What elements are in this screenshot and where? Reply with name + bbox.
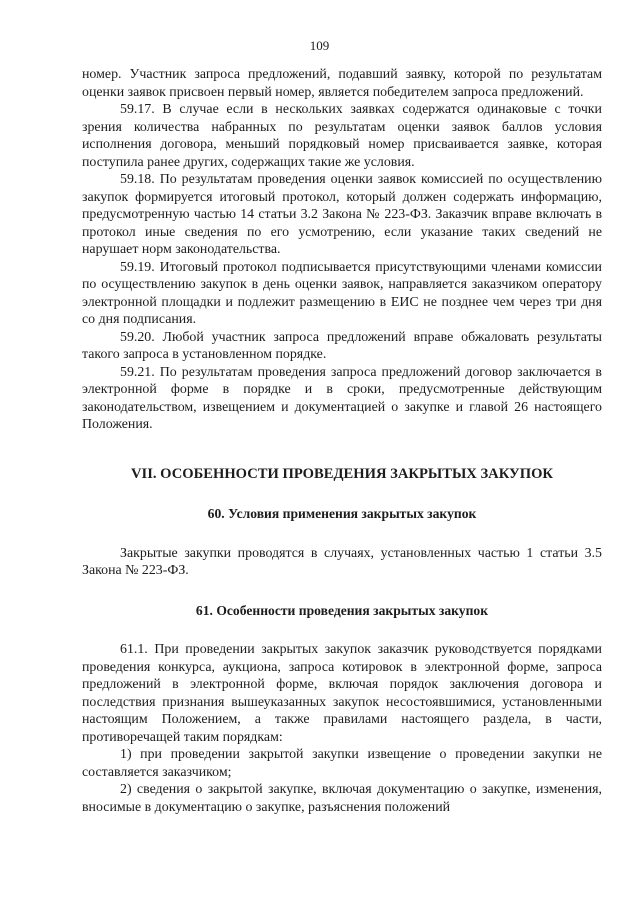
paragraph-59-17: 59.17. В случае если в нескольких заявках содержатся одинаковые с точки зрения количества набранных по результатам оценки заявок баллов условия исполнения договора, меньший порядковый номер присваивается заявке, которая поступила ранее других, содержащих такие же условия. [82,102,602,170]
page-number: 109 [309,38,330,53]
paragraph-61-1: 61.1. При проведении закрытых закупок заказчик руководствуется порядками проведения конкурса, аукциона, запроса котировок в электронной форме, запроса предложений в электронной форме, включая порядок заключения договора и последствия признания вышеуказанных закупок несостоявшимися, установленными настоящим Положением, а также правилами настоящего раздела, в части, противоречащей таким порядкам: [82,642,602,745]
section-title: VII. ОСОБЕННОСТИ ПРОВЕДЕНИЯ ЗАКРЫТЫХ ЗАКУПОК [130,465,553,482]
list-item-2: 2) сведения о закрытой закупке, включая документацию о закупке, изменения, вносимые в документацию о закупке, разъяснения положений [82,782,602,815]
document-body [82,66,602,816]
paragraph-60: Закрытые закупки проводятся в случаях, установленных частью 1 статьи 3.5 Закона № 223-ФЗ. [82,545,602,578]
paragraph-59-20: 59.20. Любой участник запроса предложений вправе обжаловать результаты такого запроса в установленном порядке. [82,329,602,362]
subsection-title-60: 60. Условия применения закрытых закупок [207,506,477,521]
subsection-title-61: 61. Особенности проведения закрытых закупок [195,602,489,618]
paragraph-59-19: 59.19. Итоговый протокол подписывается присутствующими членами комиссии по осуществлению закупок в день оценки заявок, направляется заказчиком оператору электронной площадки и подлежит размещению в ЕИС не позднее чем через три дня со дня подписания. [82,259,602,327]
list-item-1: 1) при проведении закрытой закупки извещение о проведении закупки не составляется заказчиком; [82,747,602,780]
paragraph-59-18: 59.18. По результатам проведения оценки заявок комиссией по осуществлению закупок формируется итоговый протокол, который должен содержать информацию, предусмотренную частью 14 статьи 3.2 Закона № 223-ФЗ. Заказчик вправе включать в протокол иные сведения по его усмотрению, если указание таких сведений не нарушает норм законодательства. [82,172,602,257]
paragraph-continuation: номер. Участник запроса предложений, подавший заявку, которой по результатам оценки заявок присвоен первый номер, является победителем запроса предложений. [82,67,602,100]
paragraph-59-21: 59.21. По результатам проведения запроса предложений договор заключается в электронной форме в порядке и в сроки, предусмотренные действующим законодательством, извещением и документацией о закупке и главой 26 настоящего Положения. [82,364,602,432]
